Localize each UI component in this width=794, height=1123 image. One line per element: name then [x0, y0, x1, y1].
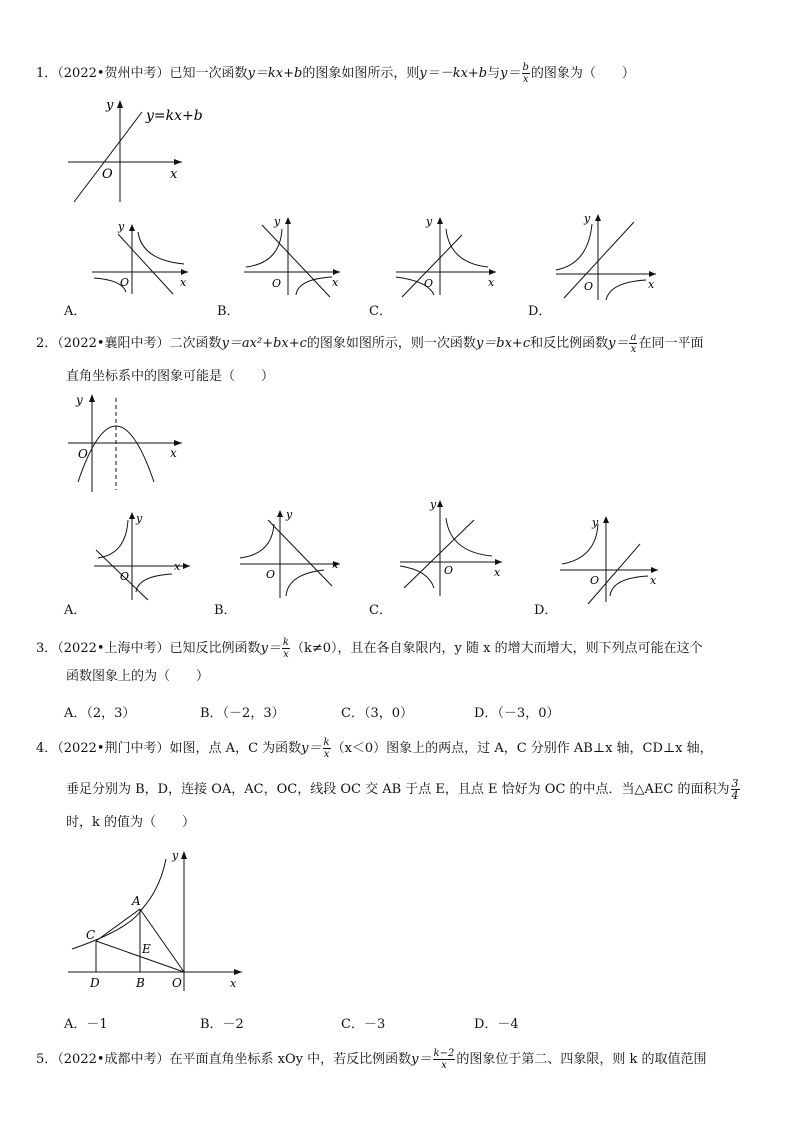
q3-option-b[interactable]: B．（－2，3） — [200, 706, 285, 721]
svg-text:O: O — [424, 277, 434, 290]
svg-text:x: x — [170, 446, 177, 460]
q5-stem: 5．（2022•成都中考）在平面直角坐标系 xOy 中，若反比例函数y＝ $\frac{k-2}{x}$ 的图象位于第二、四象限，则 k 的取值范围 — [36, 1048, 707, 1071]
svg-text:x: x — [494, 566, 501, 579]
q1-option-b[interactable]: B． — [217, 304, 240, 319]
svg-text:y: y — [592, 516, 599, 529]
svg-text:y: y — [584, 212, 591, 225]
q4-stem-line2: 垂足分别为 B，D，连接 OA，AC，OC，线段 OC 交 AB 于点 E，且点 E 恰好为 OC 的中点．当△AEC 的面积为 $\frac{3}{4}$ — [66, 777, 739, 802]
q5-fraction: $\frac{k-2}{x}$ — [433, 1048, 455, 1071]
q4-fraction: $\frac{k}{x}$ — [323, 737, 330, 760]
svg-text:O: O — [120, 570, 130, 583]
q1-source: （2022•贺州中考） — [57, 66, 170, 81]
svg-text:x: x — [650, 574, 657, 587]
svg-text:y: y — [136, 512, 143, 525]
svg-text:y: y — [106, 98, 114, 113]
q1-option-a[interactable]: A． — [64, 304, 87, 319]
q1-stem: 1．（2022•贺州中考）已知一次函数y＝kx+b的图象如图所示，则y＝－kx+b与y＝ $\frac{b}{x}$ 的图象为（ ） — [36, 62, 635, 85]
q1-option-d-graph — [552, 212, 662, 302]
q3-stem-line2: 函数图象上的为（ ） — [66, 669, 210, 684]
svg-text:y: y — [274, 215, 281, 228]
svg-text:O: O — [172, 976, 182, 990]
svg-text:x: x — [230, 977, 237, 990]
svg-text:E: E — [142, 942, 151, 956]
q3-option-d[interactable]: D．（－3，0） — [474, 706, 560, 721]
svg-text:O: O — [78, 447, 88, 461]
svg-text:y: y — [76, 393, 83, 407]
svg-text:y: y — [430, 498, 437, 511]
q2-option-d[interactable]: D． — [534, 603, 558, 618]
svg-text:x: x — [170, 167, 178, 182]
q1-option-a-graph — [88, 222, 193, 297]
q3-stem: 3．（2022•上海中考）已知反比例函数y＝ $\frac{k}{x}$ （k≠0），且在各自象限内，y 随 x 的增大而增大，则下列点可能在这个 — [36, 637, 703, 660]
q2-stem: 2．（2022•襄阳中考）二次函数y＝ax²+bx+c的图象如图所示，则一次函数y＝bx+c和反比例函数y＝ $\frac{a}{x}$ 在同一平面 — [36, 332, 704, 355]
q3-option-c[interactable]: C．（3，0） — [341, 706, 413, 721]
q4-area-fraction: $\frac{3}{4}$ — [731, 777, 739, 802]
q2-option-c-graph — [396, 498, 508, 598]
q4-option-d[interactable]: D．－4 — [474, 1017, 519, 1032]
svg-text:O: O — [444, 564, 454, 577]
svg-text:x: x — [174, 560, 181, 573]
q1-option-c-graph — [392, 215, 502, 297]
svg-text:O: O — [102, 167, 113, 182]
svg-text:D: D — [90, 976, 100, 990]
svg-text:x: x — [180, 276, 187, 289]
svg-text:y: y — [118, 220, 125, 233]
q4-option-c[interactable]: C．－3 — [341, 1017, 386, 1032]
q2-option-a[interactable]: A． — [64, 603, 87, 618]
q2-option-c[interactable]: C． — [369, 603, 392, 618]
svg-text:O: O — [272, 277, 282, 290]
svg-text:O: O — [120, 276, 130, 289]
q1-option-c[interactable]: C． — [369, 304, 392, 319]
svg-text:A: A — [132, 894, 141, 908]
q1-option-d[interactable]: D． — [528, 304, 552, 319]
q2-option-b[interactable]: B． — [214, 603, 237, 618]
q4-geometry-graph — [60, 845, 250, 993]
q2-stem-line2: 直角坐标系中的图象可能是（ ） — [66, 369, 275, 384]
q2-option-b-graph — [236, 508, 346, 600]
q1-main-graph — [62, 92, 222, 207]
svg-text:B: B — [136, 976, 145, 990]
svg-text:y: y — [172, 849, 179, 862]
svg-text:x: x — [488, 276, 495, 289]
q1-number: 1． — [36, 66, 58, 81]
q2-option-d-graph — [558, 514, 662, 604]
svg-text:y: y — [426, 215, 433, 228]
q2-fraction: $\frac{a}{x}$ — [630, 332, 637, 355]
svg-text:x: x — [332, 276, 339, 289]
q4-stem-line3: 时，k 的值为（ ） — [66, 815, 196, 830]
svg-text:O: O — [266, 568, 276, 581]
q2-option-a-graph — [90, 510, 200, 602]
q3-option-a[interactable]: A．（2，3） — [64, 706, 136, 721]
q2-parabola-graph — [64, 390, 194, 495]
svg-text:y: y — [286, 508, 293, 521]
svg-text:y=kx+b: y=kx+b — [146, 108, 203, 124]
svg-text:x: x — [648, 278, 655, 291]
q1-option-b-graph — [240, 215, 345, 297]
q4-option-b[interactable]: B．－2 — [200, 1017, 244, 1032]
q3-fraction: $\frac{k}{x}$ — [282, 637, 289, 660]
svg-text:C: C — [86, 928, 96, 942]
q4-option-a[interactable]: A．－1 — [64, 1017, 108, 1032]
q4-stem: 4．（2022•荆门中考）如图，点 A，C 为函数y＝ $\frac{k}{x}$ （x＜0）图象上的两点，过 A，C 分别作 AB⊥x 轴，CD⊥x 轴， — [36, 737, 713, 760]
svg-text:x: x — [332, 558, 339, 571]
svg-text:O: O — [584, 280, 594, 293]
q1-fraction: $\frac{b}{x}$ — [522, 62, 529, 85]
svg-text:O: O — [590, 574, 600, 587]
